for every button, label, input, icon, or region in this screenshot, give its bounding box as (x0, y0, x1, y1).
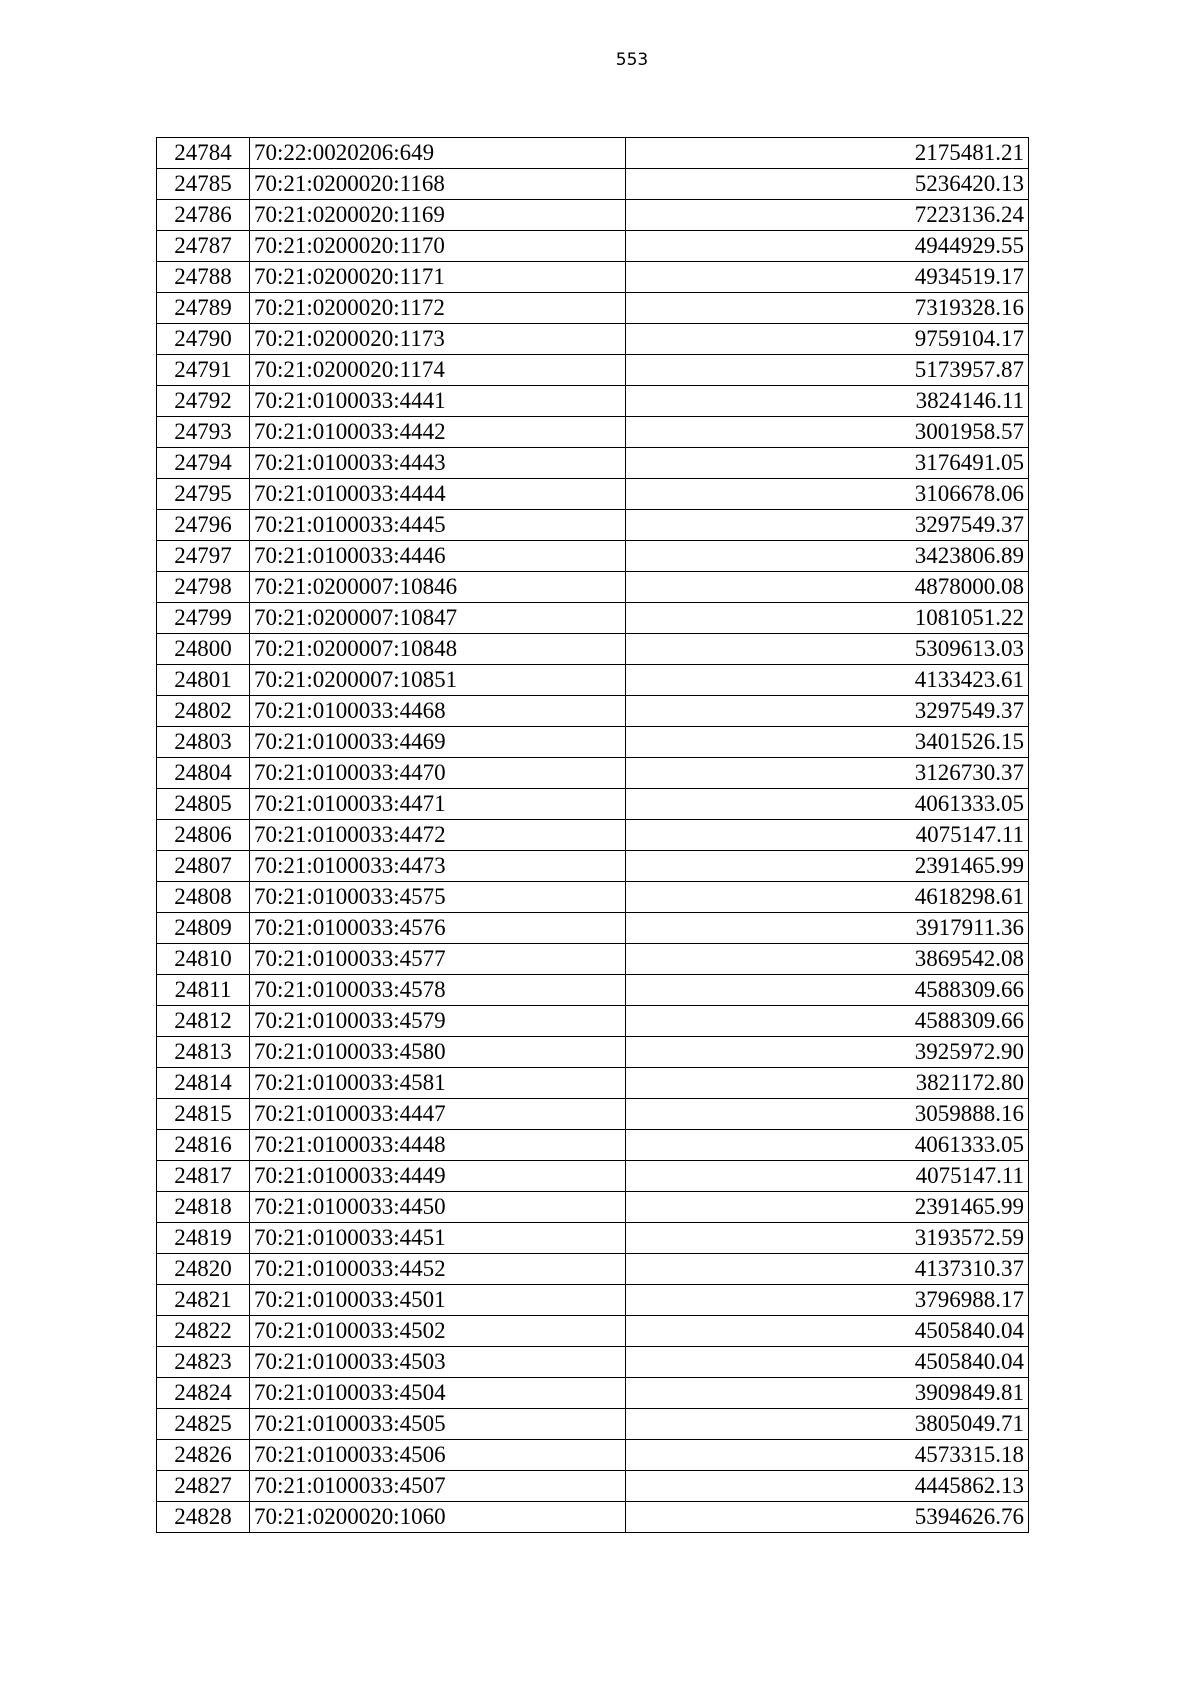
cadastral-number-cell: 70:21:0100033:4576 (250, 913, 626, 944)
row-number-cell: 24799 (157, 603, 250, 634)
cadastral-number-cell: 70:21:0200020:1169 (250, 200, 626, 231)
cadastral-value-cell: 5309613.03 (626, 634, 1029, 665)
table-row (157, 603, 1029, 634)
cadastral-number-cell: 70:21:0100033:4577 (250, 944, 626, 975)
row-number-cell: 24800 (157, 634, 250, 665)
table-row (157, 417, 1029, 448)
table-row (157, 355, 1029, 386)
cadastral-value-cell: 4588309.66 (626, 1006, 1029, 1037)
cadastral-value-cell: 3001958.57 (626, 417, 1029, 448)
page-number: 553 (615, 50, 649, 70)
row-number-cell: 24791 (157, 355, 250, 386)
table-row (157, 324, 1029, 355)
row-number-cell: 24802 (157, 696, 250, 727)
row-number-cell: 24807 (157, 851, 250, 882)
row-number-cell: 24808 (157, 882, 250, 913)
table-row (157, 1347, 1029, 1378)
cadastral-number-cell: 70:21:0100033:4501 (250, 1285, 626, 1316)
cadastral-value-cell: 4137310.37 (626, 1254, 1029, 1285)
cadastral-number-cell: 70:21:0100033:4505 (250, 1409, 626, 1440)
cadastral-value-cell: 4133423.61 (626, 665, 1029, 696)
row-number-cell: 24789 (157, 293, 250, 324)
cadastral-number-cell: 70:21:0100033:4502 (250, 1316, 626, 1347)
row-number-cell: 24820 (157, 1254, 250, 1285)
row-number-cell: 24809 (157, 913, 250, 944)
table-row (157, 1068, 1029, 1099)
table-row (157, 634, 1029, 665)
table-row (157, 882, 1029, 913)
table-row (157, 1161, 1029, 1192)
table-row (157, 913, 1029, 944)
cadastral-value-cell: 3176491.05 (626, 448, 1029, 479)
cadastral-value-cell: 5173957.87 (626, 355, 1029, 386)
cadastral-value-cell: 3925972.90 (626, 1037, 1029, 1068)
table-row (157, 1440, 1029, 1471)
cadastral-value-cell: 4061333.05 (626, 789, 1029, 820)
cadastral-value-cell: 3401526.15 (626, 727, 1029, 758)
cadastral-value-cell: 4061333.05 (626, 1130, 1029, 1161)
cadastral-number-cell: 70:21:0200020:1170 (250, 231, 626, 262)
cadastral-number-cell: 70:21:0100033:4442 (250, 417, 626, 448)
row-number-cell: 24814 (157, 1068, 250, 1099)
cadastral-value-table (156, 137, 1029, 1533)
row-number-cell: 24785 (157, 169, 250, 200)
table-row (157, 727, 1029, 758)
row-number-cell: 24793 (157, 417, 250, 448)
row-number-cell: 24810 (157, 944, 250, 975)
table-body (157, 138, 1029, 1533)
cadastral-value-cell: 2391465.99 (626, 1192, 1029, 1223)
row-number-cell: 24823 (157, 1347, 250, 1378)
table-row (157, 231, 1029, 262)
cadastral-number-cell: 70:21:0200020:1172 (250, 293, 626, 324)
cadastral-number-cell: 70:21:0100033:4472 (250, 820, 626, 851)
table-row (157, 479, 1029, 510)
row-number-cell: 24828 (157, 1502, 250, 1533)
cadastral-value-cell: 4944929.55 (626, 231, 1029, 262)
row-number-cell: 24805 (157, 789, 250, 820)
row-number-cell: 24818 (157, 1192, 250, 1223)
table-row (157, 1037, 1029, 1068)
cadastral-number-cell: 70:21:0100033:4450 (250, 1192, 626, 1223)
cadastral-number-cell: 70:21:0100033:4445 (250, 510, 626, 541)
cadastral-number-cell: 70:21:0100033:4446 (250, 541, 626, 572)
cadastral-number-cell: 70:21:0100033:4443 (250, 448, 626, 479)
table-row (157, 1285, 1029, 1316)
cadastral-number-cell: 70:21:0100033:4473 (250, 851, 626, 882)
cadastral-value-cell: 4505840.04 (626, 1316, 1029, 1347)
cadastral-value-cell: 9759104.17 (626, 324, 1029, 355)
cadastral-number-cell: 70:21:0100033:4451 (250, 1223, 626, 1254)
cadastral-number-cell: 70:21:0200020:1168 (250, 169, 626, 200)
row-number-cell: 24792 (157, 386, 250, 417)
table-row (157, 696, 1029, 727)
table-row (157, 386, 1029, 417)
cadastral-number-cell: 70:21:0200020:1060 (250, 1502, 626, 1533)
cadastral-number-cell: 70:21:0100033:4468 (250, 696, 626, 727)
cadastral-number-cell: 70:21:0200007:10846 (250, 572, 626, 603)
cadastral-number-cell: 70:21:0100033:4447 (250, 1099, 626, 1130)
cadastral-value-cell: 4075147.11 (626, 1161, 1029, 1192)
row-number-cell: 24816 (157, 1130, 250, 1161)
table-row (157, 169, 1029, 200)
cadastral-number-cell: 70:21:0100033:4469 (250, 727, 626, 758)
table-row (157, 1378, 1029, 1409)
row-number-cell: 24794 (157, 448, 250, 479)
table-row (157, 851, 1029, 882)
cadastral-number-cell: 70:21:0100033:4441 (250, 386, 626, 417)
row-number-cell: 24811 (157, 975, 250, 1006)
cadastral-number-cell: 70:21:0200020:1174 (250, 355, 626, 386)
cadastral-value-cell: 1081051.22 (626, 603, 1029, 634)
row-number-cell: 24821 (157, 1285, 250, 1316)
cadastral-value-cell: 3796988.17 (626, 1285, 1029, 1316)
row-number-cell: 24798 (157, 572, 250, 603)
cadastral-value-cell: 3193572.59 (626, 1223, 1029, 1254)
row-number-cell: 24813 (157, 1037, 250, 1068)
cadastral-value-cell: 2391465.99 (626, 851, 1029, 882)
cadastral-value-cell: 3126730.37 (626, 758, 1029, 789)
cadastral-number-cell: 70:21:0100033:4575 (250, 882, 626, 913)
cadastral-value-cell: 3297549.37 (626, 696, 1029, 727)
cadastral-value-cell: 3909849.81 (626, 1378, 1029, 1409)
cadastral-number-cell: 70:21:0100033:4452 (250, 1254, 626, 1285)
cadastral-value-cell: 5236420.13 (626, 169, 1029, 200)
table-row (157, 1006, 1029, 1037)
table-row (157, 448, 1029, 479)
cadastral-value-cell: 7223136.24 (626, 200, 1029, 231)
cadastral-value-cell: 4573315.18 (626, 1440, 1029, 1471)
cadastral-value-cell: 4505840.04 (626, 1347, 1029, 1378)
cadastral-number-cell: 70:21:0100033:4504 (250, 1378, 626, 1409)
row-number-cell: 24787 (157, 231, 250, 262)
table-row (157, 665, 1029, 696)
cadastral-number-cell: 70:21:0100033:4580 (250, 1037, 626, 1068)
row-number-cell: 24812 (157, 1006, 250, 1037)
table-row (157, 1254, 1029, 1285)
row-number-cell: 24788 (157, 262, 250, 293)
cadastral-number-cell: 70:21:0100033:4448 (250, 1130, 626, 1161)
row-number-cell: 24815 (157, 1099, 250, 1130)
cadastral-number-cell: 70:21:0200007:10847 (250, 603, 626, 634)
row-number-cell: 24817 (157, 1161, 250, 1192)
cadastral-number-cell: 70:21:0100033:4444 (250, 479, 626, 510)
row-number-cell: 24824 (157, 1378, 250, 1409)
cadastral-value-cell: 3824146.11 (626, 386, 1029, 417)
cadastral-value-cell: 7319328.16 (626, 293, 1029, 324)
table-row (157, 572, 1029, 603)
cadastral-value-cell: 4934519.17 (626, 262, 1029, 293)
table-row (157, 293, 1029, 324)
row-number-cell: 24803 (157, 727, 250, 758)
cadastral-value-cell: 3297549.37 (626, 510, 1029, 541)
row-number-cell: 24797 (157, 541, 250, 572)
cadastral-number-cell: 70:21:0100033:4503 (250, 1347, 626, 1378)
cadastral-value-cell: 3106678.06 (626, 479, 1029, 510)
row-number-cell: 24796 (157, 510, 250, 541)
table-row (157, 975, 1029, 1006)
row-number-cell: 24806 (157, 820, 250, 851)
cadastral-number-cell: 70:22:0020206:649 (250, 138, 626, 169)
table-row (157, 758, 1029, 789)
row-number-cell: 24801 (157, 665, 250, 696)
cadastral-value-cell: 4878000.08 (626, 572, 1029, 603)
row-number-cell: 24786 (157, 200, 250, 231)
cadastral-number-cell: 70:21:0100033:4470 (250, 758, 626, 789)
row-number-cell: 24784 (157, 138, 250, 169)
cadastral-value-cell: 3423806.89 (626, 541, 1029, 572)
cadastral-value-cell: 4445862.13 (626, 1471, 1029, 1502)
cadastral-value-cell: 5394626.76 (626, 1502, 1029, 1533)
table-row (157, 510, 1029, 541)
table-row (157, 1223, 1029, 1254)
cadastral-number-cell: 70:21:0100033:4578 (250, 975, 626, 1006)
table-row (157, 789, 1029, 820)
table-row (157, 944, 1029, 975)
cadastral-number-cell: 70:21:0200007:10851 (250, 665, 626, 696)
row-number-cell: 24819 (157, 1223, 250, 1254)
cadastral-number-cell: 70:21:0100033:4471 (250, 789, 626, 820)
table-row (157, 1409, 1029, 1440)
table-row (157, 138, 1029, 169)
cadastral-value-cell: 4618298.61 (626, 882, 1029, 913)
cadastral-number-cell: 70:21:0100033:4507 (250, 1471, 626, 1502)
cadastral-number-cell: 70:21:0100033:4506 (250, 1440, 626, 1471)
row-number-cell: 24827 (157, 1471, 250, 1502)
row-number-cell: 24825 (157, 1409, 250, 1440)
row-number-cell: 24795 (157, 479, 250, 510)
row-number-cell: 24790 (157, 324, 250, 355)
table-row (157, 200, 1029, 231)
cadastral-value-cell: 3805049.71 (626, 1409, 1029, 1440)
cadastral-value-cell: 3869542.08 (626, 944, 1029, 975)
cadastral-number-cell: 70:21:0200020:1171 (250, 262, 626, 293)
table-row (157, 820, 1029, 851)
cadastral-number-cell: 70:21:0100033:4449 (250, 1161, 626, 1192)
row-number-cell: 24826 (157, 1440, 250, 1471)
table-row (157, 1316, 1029, 1347)
row-number-cell: 24822 (157, 1316, 250, 1347)
cadastral-value-cell: 2175481.21 (626, 138, 1029, 169)
table-row (157, 1130, 1029, 1161)
cadastral-number-cell: 70:21:0200020:1173 (250, 324, 626, 355)
cadastral-value-cell: 3821172.80 (626, 1068, 1029, 1099)
cadastral-value-cell: 3059888.16 (626, 1099, 1029, 1130)
table-row (157, 1471, 1029, 1502)
table-row (157, 1502, 1029, 1533)
cadastral-number-cell: 70:21:0100033:4579 (250, 1006, 626, 1037)
table-row (157, 541, 1029, 572)
table-row (157, 262, 1029, 293)
table-row (157, 1192, 1029, 1223)
cadastral-number-cell: 70:21:0200007:10848 (250, 634, 626, 665)
cadastral-value-cell: 4588309.66 (626, 975, 1029, 1006)
cadastral-number-cell: 70:21:0100033:4581 (250, 1068, 626, 1099)
table-row (157, 1099, 1029, 1130)
row-number-cell: 24804 (157, 758, 250, 789)
cadastral-value-cell: 4075147.11 (626, 820, 1029, 851)
cadastral-value-cell: 3917911.36 (626, 913, 1029, 944)
